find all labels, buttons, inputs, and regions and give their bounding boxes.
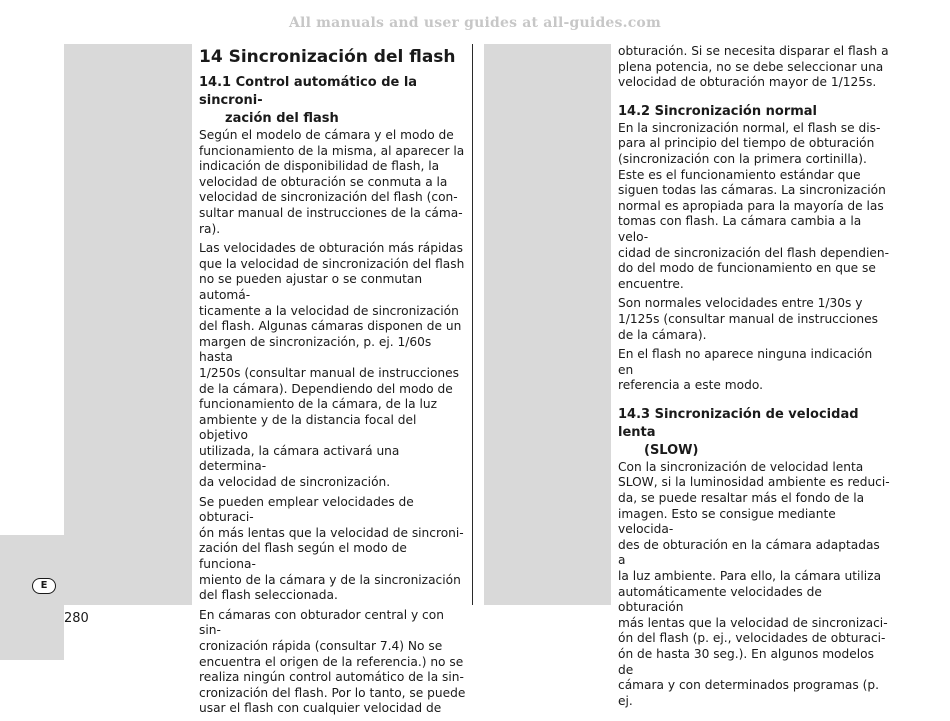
text-line: imagen. Esto se consigue mediante velocida-	[618, 506, 836, 537]
chapter-title: 14 Sincronización del flash	[199, 47, 456, 67]
text-line: del flash seleccionada.	[199, 588, 338, 603]
left-margin-band	[64, 44, 192, 605]
text-line: obturación. Si se necesita disparar el flash a	[618, 44, 889, 58]
text-line: Con la sincronización de velocidad lenta	[618, 459, 864, 474]
paragraph	[618, 347, 890, 394]
text-line: utilizada, la cámara activará una determina-	[199, 443, 400, 474]
text-line: Según el modelo de cámara y el modo de	[199, 128, 454, 142]
section-14-1-heading-line2: zación del flash	[225, 111, 339, 126]
text-line: indicación de disponibilidad de flash, la	[199, 159, 440, 174]
paragraph	[618, 296, 890, 343]
paragraph	[199, 128, 467, 237]
text-line: ambiente y de la distancia focal del objetivo	[199, 412, 417, 443]
text-line: margen de sincronización, p. ej. 1/60s hasta	[199, 334, 432, 365]
text-line: encuentre.	[618, 276, 684, 291]
text-line: más lentas que la velocidad de sincronizaci-	[618, 615, 888, 630]
text-line: 1/125s (consultar manual de instrucciones	[618, 311, 878, 326]
text-line: automáticamente velocidades de obturación	[618, 584, 822, 615]
text-line: de la cámara). Dependiendo del modo de	[199, 381, 453, 396]
section-14-2-body	[618, 121, 890, 394]
text-line: funcionamiento de la misma, al aparecer la	[199, 143, 465, 158]
middle-margin-band	[484, 44, 611, 605]
text-line: Se pueden emplear velocidades de obturaci-	[199, 494, 414, 525]
text-line: tomas con flash. La cámara cambia a la velo-	[618, 214, 862, 244]
text-line: ón del flash (p. ej., velocidades de obturaci-	[618, 631, 886, 646]
text-line: cidad de sincronización del flash dependien-	[618, 245, 890, 260]
text-line: siguen todas las cámaras. La sincronización	[618, 183, 886, 198]
section-14-3-heading-line2: (SLOW)	[644, 442, 699, 458]
text-line: miento de la cámara y de la sincronización	[199, 572, 461, 587]
text-line: plena potencia, no se debe seleccionar una	[618, 59, 884, 74]
text-line: referencia a este modo.	[618, 378, 763, 393]
text-line: da, se puede resaltar más el fondo de la	[618, 491, 865, 506]
text-line: (sincronización con la primera cortinilla).	[618, 151, 867, 166]
section-14-1-heading-line1: 14.1 Control automático de la sincroni-	[199, 75, 418, 108]
text-line: realiza ningún control automático de la sin-	[199, 670, 464, 685]
paragraph	[199, 495, 467, 604]
text-line: 1/250s (consultar manual de instrucciones	[199, 365, 459, 380]
section-14-2-heading: 14.2 Sincronización normal	[618, 103, 818, 119]
text-line: velocidad de obturación mayor de 1/125s.	[618, 75, 877, 90]
text-line: no se pueden ajustar o se conmutan automá-	[199, 272, 423, 302]
section-14-3-body	[618, 460, 890, 710]
language-tab	[0, 535, 64, 660]
column-divider	[472, 44, 473, 605]
watermark: All manuals and user guides at all-guides.com	[289, 15, 661, 31]
text-line: des de obturación en la cámara adaptadas a	[618, 537, 880, 568]
text-line: encuentra el origen de la referencia.) no se	[199, 654, 464, 669]
text-line: ón más lentas que la velocidad de sincroni-	[199, 525, 464, 540]
text-line: zación del flash según el modo de funciona-	[199, 541, 407, 572]
text-line: cronización del flash. Por lo tanto, se puede	[199, 685, 466, 700]
text-line: Son normales velocidades entre 1/30s y	[618, 296, 863, 311]
text-line: sultar manual de instrucciones de la cáma-	[199, 205, 463, 220]
paragraph	[199, 241, 467, 491]
language-badge: E	[32, 578, 56, 594]
page-number: 280	[64, 611, 89, 626]
text-line: En la sincronización normal, el flash se dis-	[618, 120, 881, 135]
paragraph	[618, 121, 890, 293]
left-column	[199, 44, 467, 721]
text-line: cámara y con determinados programas (p. ej.	[618, 678, 879, 708]
section-14-3-heading-line1: 14.3 Sincronización de velocidad lenta	[618, 406, 859, 440]
text-line: ra).	[199, 221, 221, 236]
text-line: para al principio del tiempo de obturación	[618, 136, 875, 151]
text-line: funcionamiento de la cámara, de la luz	[199, 397, 437, 412]
text-line: usar el flash con cualquier velocidad de	[199, 701, 442, 716]
text-line: normal es apropiada para la mayoría de las	[618, 198, 884, 213]
paragraph	[199, 608, 467, 717]
text-line: ticamente a la velocidad de sincronización	[199, 303, 459, 318]
text-line: Las velocidades de obturación más rápidas	[199, 241, 463, 256]
text-line: do del modo de funcionamiento en que se	[618, 261, 876, 276]
text-line: En el flash no aparece ninguna indicación en	[618, 347, 873, 377]
text-line: Este es el funcionamiento estándar que	[618, 167, 861, 182]
text-line: cronización rápida (consultar 7.4) No se	[199, 639, 443, 653]
section-14-1-body	[199, 128, 467, 717]
text-line: del flash. Algunas cámaras disponen de un	[199, 319, 462, 334]
right-column	[618, 44, 890, 713]
continued-paragraph	[618, 44, 890, 91]
text-line: de la cámara).	[618, 327, 707, 342]
text-line: En cámaras con obturador central y con sin-	[199, 607, 444, 638]
paragraph	[618, 460, 890, 710]
text-line: da velocidad de sincronización.	[199, 475, 391, 490]
section-14-3-heading	[618, 406, 890, 460]
text-line: que la velocidad de sincronización del flash	[199, 256, 465, 271]
text-line: velocidad de obturación se conmuta a la	[199, 174, 448, 189]
section-14-1-heading	[199, 74, 467, 128]
text-line: velocidad de sincronización del flash (con-	[199, 190, 458, 205]
text-line: la luz ambiente. Para ello, la cámara utiliza	[618, 569, 882, 584]
text-line: SLOW, si la luminosidad ambiente es reduci-	[618, 475, 890, 490]
text-line: ón de hasta 30 seg.). En algunos modelos de	[618, 647, 874, 677]
